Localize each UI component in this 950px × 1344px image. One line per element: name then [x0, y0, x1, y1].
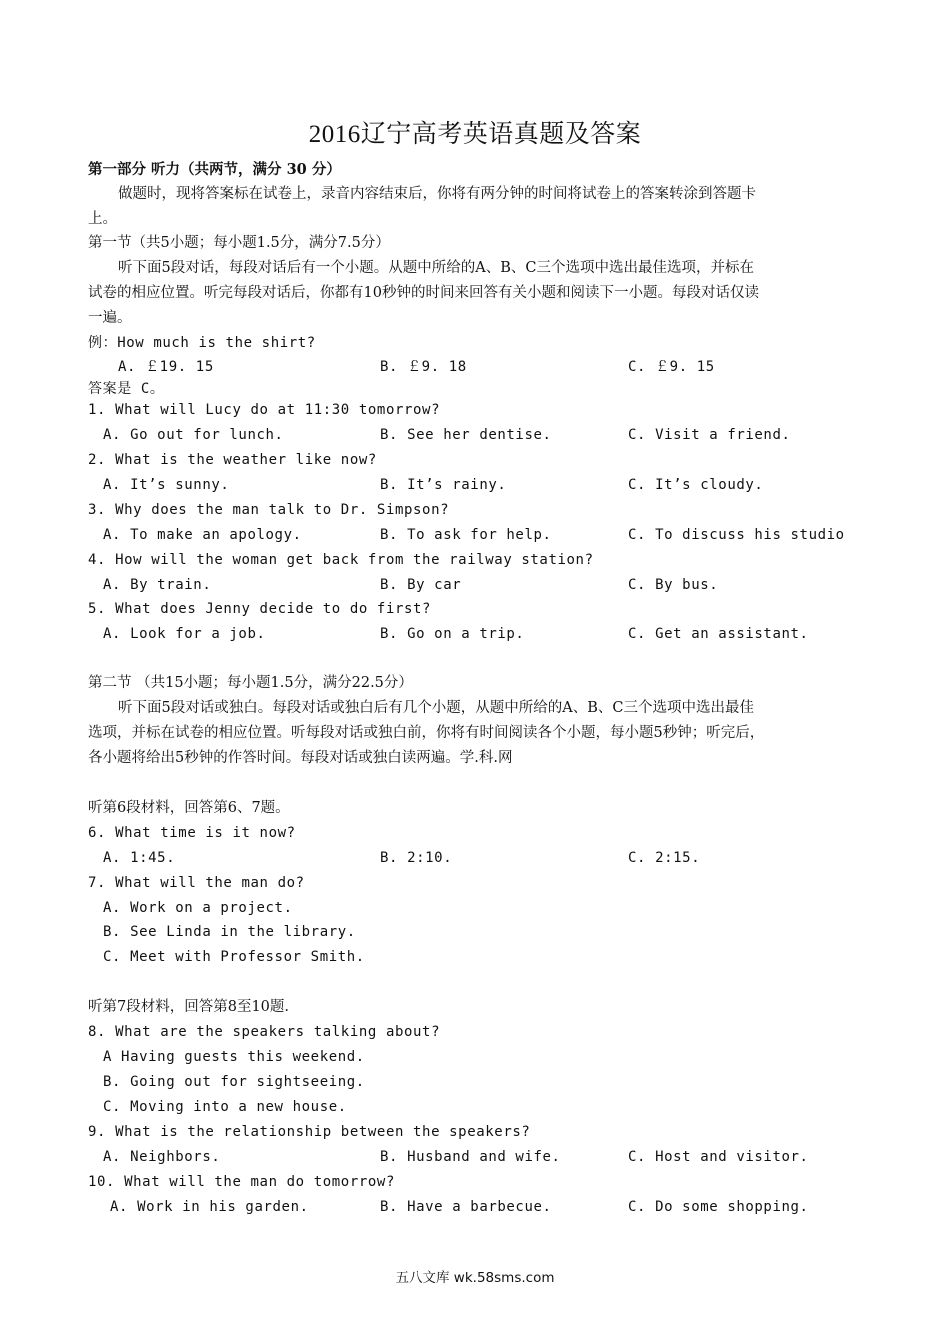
question-4: 4. How will the woman get back from the railway station? — [88, 552, 594, 568]
q3-option-c: C. To discuss his studio — [628, 527, 845, 543]
section2-heading: 第二节 （共15小题；每小题1.5分，满分22.5分） — [88, 675, 413, 691]
q8-option-c: C. Moving into a new house. — [103, 1099, 347, 1115]
q10-option-c: C. Do some shopping. — [628, 1199, 809, 1215]
example-option-c: C. ￡9. 15 — [628, 359, 715, 375]
q7-option-c: C. Meet with Professor Smith. — [103, 949, 365, 965]
part1-heading: 第一部分 听力（共两节，满分 30 分） — [88, 161, 341, 178]
question-8: 8. What are the speakers talking about? — [88, 1024, 441, 1040]
example-option-b: B. ￡9. 18 — [380, 359, 467, 375]
material-7-heading: 听第7段材料，回答第8至10题. — [88, 999, 290, 1015]
q9-option-c: C. Host and visitor. — [628, 1149, 809, 1165]
q6-option-c: C. 2:15. — [628, 850, 701, 866]
q4-option-c: C. By bus. — [628, 577, 719, 593]
example-question: 例：How much is the shirt? — [88, 335, 316, 351]
q5-option-a: A. Look for a job. — [103, 626, 266, 642]
q7-option-a: A. Work on a project. — [103, 900, 293, 916]
q5-option-b: B. Go on a trip. — [380, 626, 525, 642]
q9-option-b: B. Husband and wife. — [380, 1149, 561, 1165]
q1-option-c: C. Visit a friend. — [628, 427, 791, 443]
example-answer: 答案是 C。 — [88, 381, 165, 397]
q8-option-b: B. Going out for sightseeing. — [103, 1074, 365, 1090]
question-2: 2. What is the weather like now? — [88, 452, 377, 468]
question-6: 6. What time is it now? — [88, 825, 296, 841]
example-option-a: A. ￡19. 15 — [118, 359, 214, 375]
q3-option-b: B. To ask for help. — [380, 527, 552, 543]
question-1: 1. What will Lucy do at 11:30 tomorrow? — [88, 402, 441, 418]
section2-instr-line2: 选项，并标在试卷的相应位置。听每段对话或独白前，你将有时间阅读各个小题，每小题5秒钟；听完后， — [88, 725, 765, 741]
page-title: 2016辽宁高考英语真题及答案 — [308, 121, 642, 148]
question-7: 7. What will the man do? — [88, 875, 305, 891]
q4-option-a: A. By train. — [103, 577, 212, 593]
q4-option-b: B. By car — [380, 577, 462, 593]
question-9: 9. What is the relationship between the speakers? — [88, 1124, 531, 1140]
section2-instr-line1: 听下面5段对话或独白。每段对话或独白后有几个小题，从题中所给的A、B、C三个选项中选出最佳 — [118, 700, 754, 716]
section1-instr-line1: 听下面5段对话，每段对话后有一个小题。从题中所给的A、B、C三个选项中选出最佳选项，并标在 — [118, 260, 754, 276]
q6-option-b: B. 2:10. — [380, 850, 453, 866]
q7-option-b: B. See Linda in the library. — [103, 924, 356, 940]
q5-option-c: C. Get an assistant. — [628, 626, 809, 642]
q2-option-c: C. It’s cloudy. — [628, 477, 764, 493]
part1-intro-line1: 做题时，现将答案标在试卷上，录音内容结束后，你将有两分钟的时间将试卷上的答案转涂到答题卡 — [118, 186, 756, 202]
q2-option-a: A. It’s sunny. — [103, 477, 230, 493]
section1-heading: 第一节（共5小题；每小题1.5分，满分7.5分） — [88, 235, 390, 251]
q9-option-a: A. Neighbors. — [103, 1149, 221, 1165]
material-6-heading: 听第6段材料，回答第6、7题。 — [88, 800, 290, 816]
question-5: 5. What does Jenny decide to do first? — [88, 601, 432, 617]
q6-option-a: A. 1:45. — [103, 850, 176, 866]
section1-instr-line2: 试卷的相应位置。听完每段对话后，你都有10秒钟的时间来回答有关小题和阅读下一小题。每段对话仅读 — [88, 285, 759, 301]
q2-option-b: B. It’s rainy. — [380, 477, 507, 493]
section1-instr-line3: 一遍。 — [88, 310, 132, 326]
q3-option-a: A. To make an apology. — [103, 527, 302, 543]
q8-option-a: A Having guests this weekend. — [103, 1049, 365, 1065]
q10-option-b: B. Have a barbecue. — [380, 1199, 552, 1215]
section2-instr-line3: 各小题将给出5秒钟的作答时间。每段对话或独白读两遍。学.科.网 — [88, 750, 513, 766]
part1-intro-line2: 上。 — [88, 211, 117, 227]
q1-option-b: B. See her dentise. — [380, 427, 552, 443]
footer-watermark[interactable]: 五八文库 wk.58sms.com — [395, 1270, 555, 1286]
q10-option-a: A. Work in his garden. — [110, 1199, 309, 1215]
question-10: 10. What will the man do tomorrow? — [88, 1174, 395, 1190]
q1-option-a: A. Go out for lunch. — [103, 427, 284, 443]
question-3: 3. Why does the man talk to Dr. Simpson? — [88, 502, 450, 518]
